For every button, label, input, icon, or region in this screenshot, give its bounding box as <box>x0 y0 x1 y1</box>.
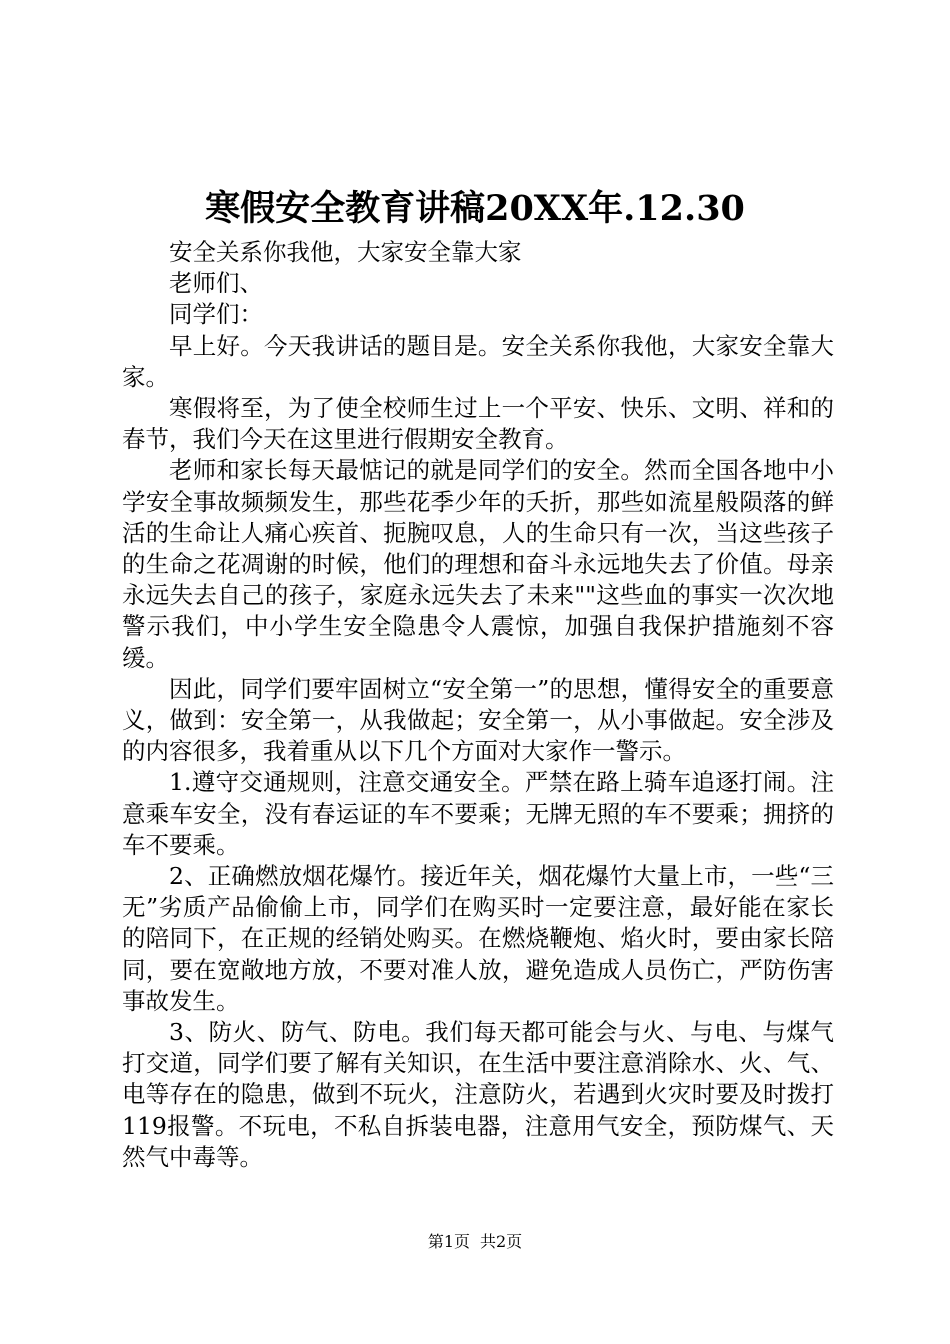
paragraph-subtitle: 安全关系你我他，大家安全靠大家 <box>169 238 522 266</box>
document-title: 寒假安全教育讲稿20XX年.12.30 <box>205 188 745 229</box>
paragraph-item-fire-gas-electric: 3、防火、防气、防电。我们每天都可能会与火、与电、与煤气打交道，同学们要了解有关知识，在生活中要注意消除水、火、气、电等存在的隐患，做到不玩火，注意防火，若遇到火灾时要及时拨打119报警。不玩电，不私自拆装电器，注意用气安全，预防煤气、天然气中毒等。 <box>122 1018 834 1171</box>
paragraph-importance: 老师和家长每天最惦记的就是同学们的安全。然而全国各地中小学安全事故频频发生，那些花季少年的夭折，那些如流星般陨落的鲜活的生命让人痛心疾首、扼腕叹息，人的生命只有一次，当这些孩子的生命之花凋谢的时候，他们的理想和奋斗永远地失去了价值。母亲永远失去自己的孩子，家庭永远失去了未来""这些血的事实一次次地警示我们，中小学生安全隐患令人震惊，加强自我保护措施刻不容缓。 <box>122 456 834 672</box>
paragraph-item-fireworks: 2、正确燃放烟花爆竹。接近年关，烟花爆竹大量上市，一些“三无”劣质产品偷偷上市，同学们在购买时一定要注意，最好能在家长的陪同下，在正规的经销处购买。在燃烧鞭炮、焰火时，要由家长陪同，要在宽敞地方放，不要对准人放，避免造成人员伤亡，严防伤害事故发生。 <box>122 862 834 1015</box>
page-count: 共2页 <box>480 1232 523 1251</box>
paragraph-safety-first: 因此，同学们要牢固树立“安全第一”的思想，懂得安全的重要意义，做到：安全第一，从我做起；安全第一，从小事做起。安全涉及的内容很多，我着重从以下几个方面对大家作一警示。 <box>122 674 834 766</box>
paragraph-salutation-teachers: 老师们、 <box>169 269 263 298</box>
paragraph-greeting: 早上好。今天我讲话的题目是。安全关系你我他，大家安全靠大家。 <box>122 331 834 391</box>
page-footer <box>0 1230 950 1254</box>
paragraph-item-traffic: 1.遵守交通规则，注意交通安全。严禁在路上骑车追逐打闹。注意乘车安全，没有春运证的车不要乘；无牌无照的车不要乘；拥挤的车不要乘。 <box>122 768 834 859</box>
paragraph-salutation-students: 同学们： <box>169 300 263 329</box>
page-number: 第1页 <box>427 1232 470 1251</box>
paragraph-intro: 寒假将至，为了使全校师生过上一个平安、快乐、文明、祥和的春节，我们今天在这里进行假期安全教育。 <box>122 394 834 454</box>
document-body <box>122 237 834 1173</box>
